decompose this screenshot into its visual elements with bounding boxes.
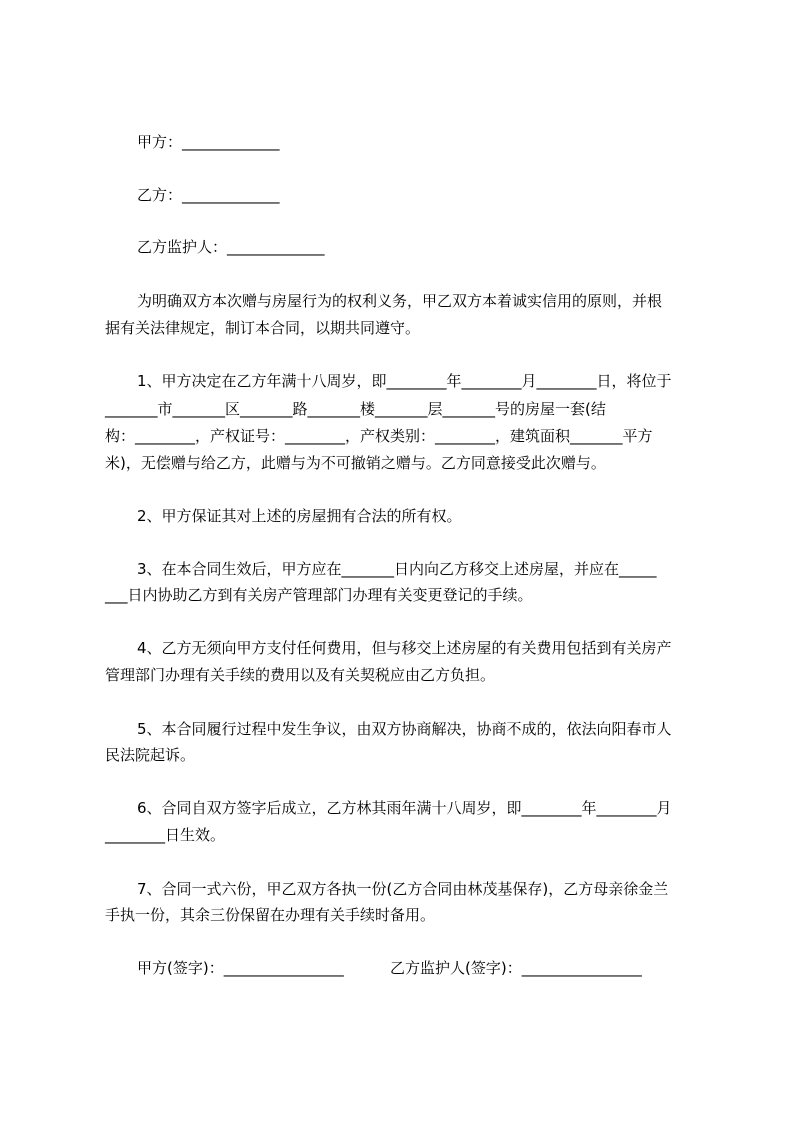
preamble-line: 据有关法律规定，制订本合同，以期共同遵守。 xyxy=(105,319,421,337)
clause-1-line: 米)，无偿赠与给乙方，此赠与为不可撤销之赠与。乙方同意接受此次赠与。 xyxy=(105,454,606,472)
clause-7-line: 手执一份，其余三份保留在办理有关手续时备用。 xyxy=(105,906,436,924)
clause-5-line: 民法院起诉。 xyxy=(105,746,196,764)
party-b-field: 乙方：_____________ xyxy=(137,186,280,204)
clause-3-line: ___日内协助乙方到有关房产管理部门办理有关变更登记的手续。 xyxy=(105,586,533,604)
clause-6-line: 6、合同自双方签字后成立，乙方林其雨年满十八周岁，即________年________月 xyxy=(137,799,672,817)
clause-2-line: 2、甲方保证其对上述的房屋拥有合法的所有权。 xyxy=(137,507,462,525)
clause-1-line: 1、甲方决定在乙方年满十八周岁，即________年________月________日，将位于 xyxy=(137,372,672,390)
clause-6-line: ________日生效。 xyxy=(105,826,226,844)
clause-7-line: 7、合同一式六份，甲乙双方各执一份(乙方合同由林茂基保存)，乙方母亲徐金兰 xyxy=(137,880,669,898)
guardian-signature: 乙方监护人(签字)：________________ xyxy=(390,959,642,977)
clause-3-line: 3、在本合同生效后，甲方应在_______日内向乙方移交上述房屋，并应在_____ xyxy=(137,560,657,578)
party-b-guardian-field: 乙方监护人：_____________ xyxy=(137,238,325,256)
party-a-field: 甲方：_____________ xyxy=(137,133,280,151)
clause-4-line: 4、乙方无须向甲方支付任何费用，但与移交上述房屋的有关费用包括到有关房产 xyxy=(137,639,672,657)
clause-1-line: _______市_______区_______路_______楼_______层_______号的房屋一套(结 xyxy=(105,400,606,418)
preamble-line: 为明确双方本次赠与房屋行为的权利义务，甲乙双方本着诚实信用的原则，并根 xyxy=(137,292,663,310)
party-a-signature: 甲方(签字)：________________ xyxy=(137,959,344,977)
clause-4-line: 管理部门办理有关手续的费用以及有关契税应由乙方负担。 xyxy=(105,666,496,684)
clause-5-line: 5、本合同履行过程中发生争议，由双方协商解决，协商不成的，依法向阳春市人 xyxy=(137,720,672,738)
clause-1-line: 构：________，产权证号：________，产权类别：________，建筑面积_______平方 xyxy=(105,427,653,445)
